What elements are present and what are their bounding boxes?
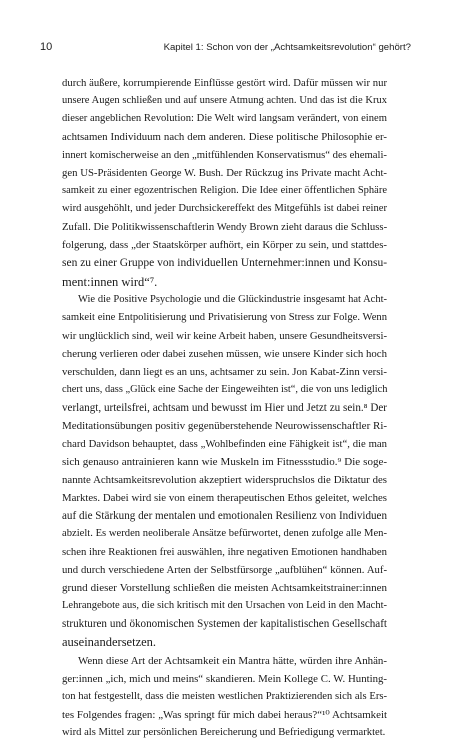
chapter-title: Kapitel 1: Schon von der „Achtsamkeitsrevolution“ gehört? bbox=[163, 42, 411, 53]
text-line: chard Davidson behauptet, dass „Wohlbefinden eine Fähigkeit ist“, die man bbox=[62, 437, 387, 450]
text-line: chert uns, dass „Glück eine Sache der Eingeweihten ist“, die von uns lediglich bbox=[62, 383, 388, 395]
text-line: dieser angeblichen Revolution: Die Welt wird langsam verändert, von einem bbox=[62, 113, 387, 125]
text-line: Wenn diese Art der Achtsamkeit ein Mantra hätte, würden ihre Anhän- bbox=[78, 654, 387, 667]
text-line: wird ausgehöhlt, und jeder Durchsickereffekt des Mitgefühls ist dabei reiner bbox=[62, 203, 387, 215]
body-text bbox=[62, 74, 387, 742]
paragraph-3 bbox=[62, 652, 387, 742]
text-line: nannte Achtsamkeitsrevolution akzeptiert widerspruchslos die Diktatur des bbox=[62, 474, 387, 487]
text-line: samkeit eine Entpolitisierung und Privatisierung von Stress zur Folge. Wenn bbox=[62, 311, 387, 323]
text-line: innert komischerweise an den „mitfühlenden Konservatismus“ des ehemali- bbox=[62, 149, 387, 162]
text-line: unsere Augen schließen und auf unsere Atmung achten. Und das ist die Krux bbox=[62, 95, 387, 107]
text-line: Meditationsübungen positiv gegenüberstehende Neurowissenschaftler Ri- bbox=[62, 419, 388, 432]
text-line: wird als Mittel zur persönlichen Bereicherung und Befriedigung vermarktet. bbox=[62, 726, 386, 738]
running-header bbox=[40, 41, 411, 53]
page-number: 10 bbox=[40, 41, 53, 53]
text-line: ton hat festgestellt, dass die meisten westlichen Praktizierenden sich als Ers- bbox=[62, 690, 387, 702]
text-line: achtsamen Individuum nach dem anderen. Diese politische Philosophie er- bbox=[62, 131, 387, 144]
text-line: durch äußere, korrumpierende Einflüsse gestört wird. Dafür müssen wir nur bbox=[62, 77, 387, 89]
text-line: tes Folgendes fragen: „Was springt für mich dabei heraus?“¹⁰ Achtsamkeit bbox=[62, 708, 387, 721]
text-line: strukturen und ökonomischen Systemen der kapitalistischen Gesellschaft bbox=[62, 618, 387, 631]
text-line: ment:innen wird“⁷. bbox=[62, 274, 158, 289]
text-line: auf die Stärkung der mentalen und emotionalen Resilienz von Individuen bbox=[62, 510, 388, 523]
text-line: grund dieser Vorstellung schließen die meisten Achtsamkeitstrainer:innen bbox=[62, 582, 387, 595]
text-line: Wie die Positive Psychologie und die Glückindustrie insgesamt hat Acht- bbox=[78, 293, 387, 305]
text-line: samkeit zu einer egozentrischen Religion. Die Idee einer öffentlichen Sphäre bbox=[62, 185, 387, 197]
text-line: abzielt. Es werden neoliberale Ansätze befürwortet, denen zufolge alle Men- bbox=[62, 528, 387, 540]
text-line: verschulden, dann liegt es an uns, achtsamer zu sein. Jon Kabat-Zinn versi- bbox=[62, 365, 388, 378]
text-line: ger:innen „ich, mich und meins“ skandieren. Mein Kollege C. W. Hunting- bbox=[62, 672, 387, 685]
text-line: Zufall. Die Politikwissenschaftlerin Wendy Brown zieht daraus die Schluss- bbox=[62, 221, 388, 234]
text-line: und durch verschiedene Arten der Selbstfürsorge „aufblühen“ können. Auf- bbox=[62, 564, 387, 577]
paragraph-2 bbox=[62, 291, 387, 652]
text-line: auseinandersetzen. bbox=[62, 635, 157, 650]
text-line: sich genauso antrainieren kann wie Muskeln im Fitnessstudio.⁹ Die soge- bbox=[62, 455, 387, 468]
text-line: Lehrangebote aus, die sich kritisch mit den Ursachen von Leid in den Macht- bbox=[62, 600, 387, 612]
paragraph-1 bbox=[62, 74, 387, 291]
text-line: gen US-Präsidenten George W. Bush. Der Rückzug ins Private macht Acht- bbox=[62, 167, 387, 180]
text-line: schen ihre Reaktionen frei auswählen, ihre negativen Emotionen handhaben bbox=[62, 546, 387, 559]
text-line: wir unglücklich sind, weil wir keine Arbeit haben, unsere Gesundheitsversi- bbox=[62, 329, 387, 342]
text-line: cherung verlieren oder dabei zusehen müssen, wie unsere Kinder sich hoch bbox=[62, 347, 387, 360]
text-line: folgerung, dass „der Staatskörper aufhört, ein Körper zu sein, und stattdes- bbox=[62, 239, 387, 252]
text-line: verlangt, urteilsfrei, achtsam und bewusst im Hier und Jetzt zu sein.⁸ Der bbox=[62, 401, 387, 414]
text-line: sen zu einer Gruppe von individuellen Unternehmer:innen und Konsu- bbox=[62, 257, 388, 270]
text-line: Marktes. Dabei wird sie von einem therapeutischen Ethos geleitet, welches bbox=[62, 492, 387, 505]
